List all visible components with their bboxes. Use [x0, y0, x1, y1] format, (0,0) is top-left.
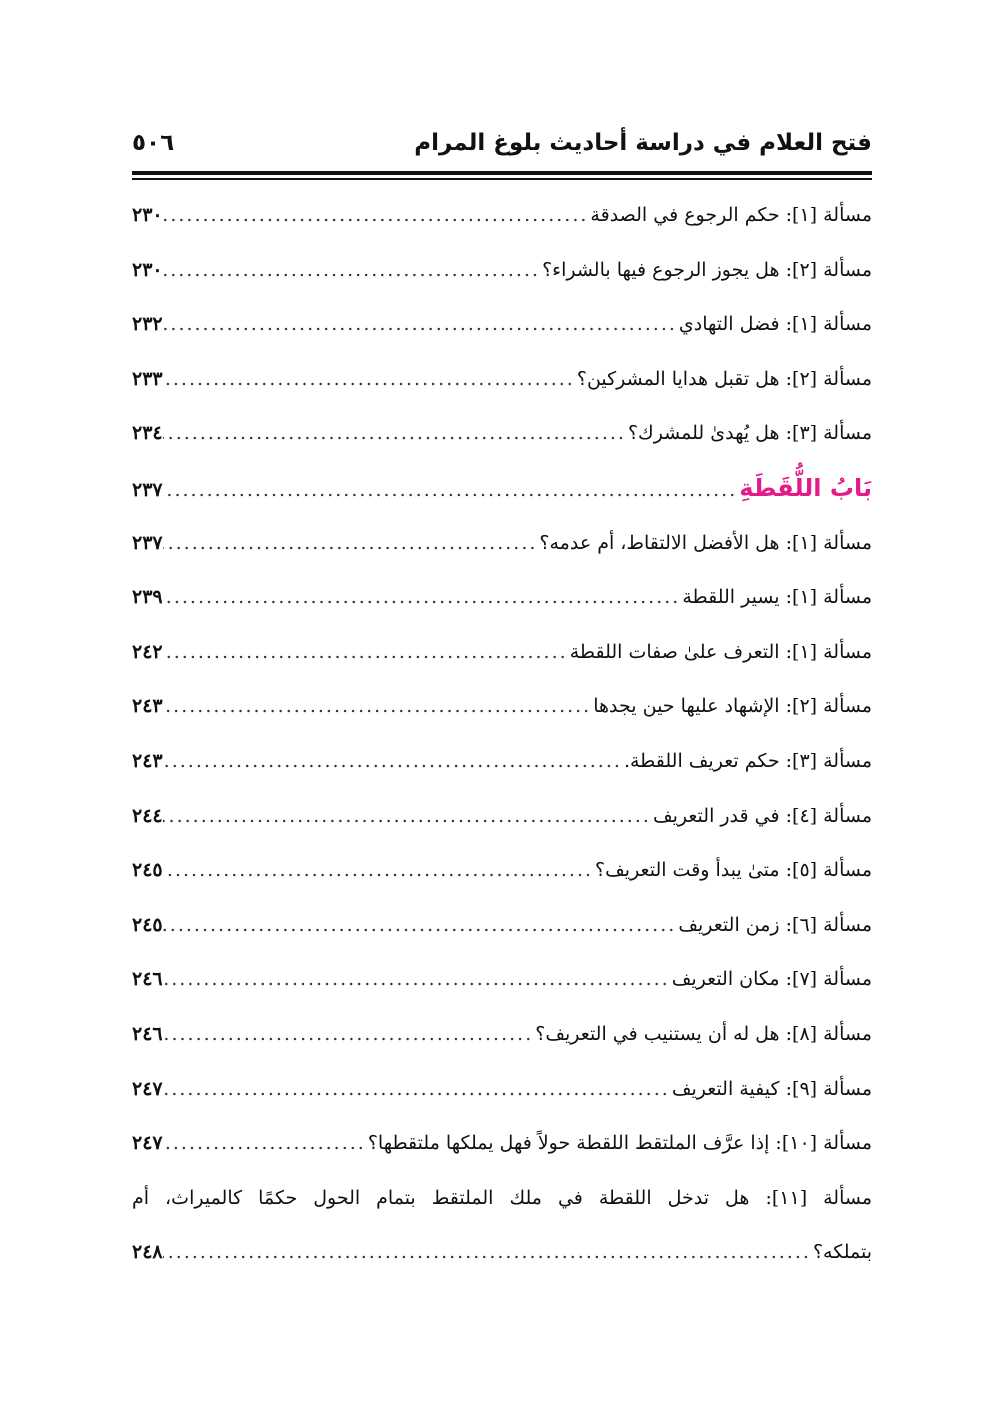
toc-entry-page: ٢٤٥: [132, 913, 163, 936]
page-header: [132, 126, 872, 166]
toc-entry-title: مسألة [٣]: هل يُهدىٰ للمشرك؟: [627, 422, 872, 445]
toc-entry-page: ٢٣٣: [132, 367, 163, 390]
chapter-title: بَابُ اللُّقَطَةِ: [739, 473, 872, 502]
leader-dots: [163, 843, 595, 898]
toc-entry-page: ٢٣٩: [132, 586, 163, 609]
toc-entry-page: ٢٤٣: [132, 695, 163, 718]
leader-dots: [163, 243, 542, 298]
toc-entry-title: مسألة [١]: يسير اللقطة: [682, 586, 872, 609]
leader-dots: [163, 570, 683, 625]
toc-entry[interactable]: [132, 734, 872, 789]
header-rule-thick: [132, 171, 872, 175]
toc-entry-page: ٢٣٢: [132, 313, 163, 336]
toc-entry-title: مسألة [٩]: كيفية التعريف: [671, 1077, 872, 1100]
book-title: فتح العلام في دراسة أحاديث بلوغ المرام: [414, 130, 872, 156]
toc-entry-title: بتملكه؟: [812, 1241, 872, 1264]
toc-entry-title: مسألة [٢]: هل يجوز الرجوع فيها بالشراء؟: [542, 258, 872, 281]
leader-dots: [163, 898, 679, 953]
leader-dots: [163, 1062, 672, 1117]
leader-dots: [163, 952, 672, 1007]
leader-dots: [163, 1116, 368, 1171]
toc-entry[interactable]: [132, 789, 872, 844]
toc-entry-page: ٢٣٠: [132, 258, 163, 281]
toc-entry[interactable]: [132, 843, 872, 898]
toc-entry-page: ٢٤٦: [132, 1022, 163, 1045]
toc-entry-page: ٢٣٤: [132, 422, 163, 445]
toc-entry[interactable]: [132, 952, 872, 1007]
toc-entry-page: ٢٤٤: [132, 804, 163, 827]
toc-entry-title: مسألة [٢]: الإشهاد عليها حين يجدها: [593, 695, 872, 718]
toc-entry[interactable]: [132, 570, 872, 625]
toc-entry[interactable]: [132, 352, 872, 407]
toc-entry-title: مسألة [١١]: هل تدخل اللقطة في ملك الملتقط بتمام الحول حكمًا كالميراث، أم: [132, 1186, 872, 1209]
toc-entry-wrapped-line[interactable]: [132, 1171, 872, 1226]
leader-dots: [163, 463, 740, 516]
toc-entry-page: ٢٣٧: [132, 531, 163, 554]
toc-entry-page: ٢٤٢: [132, 640, 163, 663]
toc-entry[interactable]: [132, 898, 872, 953]
toc-entry-title: مسألة [١]: التعرف علىٰ صفات اللقطة: [569, 640, 872, 663]
header-rule-thin: [132, 178, 872, 180]
toc-entry[interactable]: [132, 188, 872, 243]
toc-entry-title: مسألة [٨]: هل له أن يستنيب في التعريف؟: [535, 1022, 872, 1045]
toc-entry-title: مسألة [٣]: حكم تعريف اللقطة.: [623, 749, 872, 772]
toc-entry[interactable]: [132, 297, 872, 352]
leader-dots: [163, 734, 624, 789]
leader-dots: [163, 406, 628, 461]
leader-dots: [163, 188, 591, 243]
toc-entry[interactable]: [132, 625, 872, 680]
toc-entry-title: مسألة [٤]: في قدر التعريف: [652, 804, 872, 827]
toc-chapter-heading[interactable]: [132, 461, 872, 516]
toc-entry-page: ٢٤٧: [132, 1077, 163, 1100]
toc-entry[interactable]: [132, 679, 872, 734]
toc-entry-title: مسألة [١]: هل الأفضل الالتقاط، أم عدمه؟: [539, 531, 872, 554]
toc-entry-title: مسألة [٧]: مكان التعريف: [671, 968, 872, 991]
toc-entry[interactable]: [132, 1116, 872, 1171]
toc-entry-title: مسألة [١]: حكم الرجوع في الصدقة: [590, 204, 872, 226]
leader-dots: [163, 297, 679, 352]
toc-entry-title: مسألة [١٠]: إذا عرَّف الملتقط اللقطة حولاً فهل يملكها ملتقطها؟: [367, 1132, 872, 1155]
leader-dots: [163, 352, 577, 407]
toc-entry[interactable]: [132, 1007, 872, 1062]
toc-entry-page: ٢٣٧: [132, 478, 163, 501]
toc-entry[interactable]: [132, 243, 872, 298]
toc-entry-title: مسألة [٥]: متىٰ يبدأ وقت التعريف؟: [595, 859, 872, 882]
leader-dots: [163, 625, 570, 680]
toc-entry-title: مسألة [١]: فضل التهادي: [678, 313, 872, 336]
toc-entry-continuation[interactable]: [132, 1225, 872, 1280]
toc-entry-page: ٢٤٨: [132, 1241, 163, 1264]
page-number: ٥٠٦: [132, 130, 175, 156]
toc-entry-title: مسألة [٢]: هل تقبل هدايا المشركين؟: [576, 367, 872, 390]
leader-dots: [163, 1225, 813, 1280]
toc-entry-page: ٢٤٧: [132, 1132, 163, 1155]
toc-entry[interactable]: [132, 1062, 872, 1117]
leader-dots: [163, 679, 594, 734]
leader-dots: [163, 516, 540, 571]
toc-entry[interactable]: [132, 406, 872, 461]
toc-entry[interactable]: [132, 516, 872, 571]
toc-entry-page: ٢٤٣: [132, 749, 163, 772]
table-of-contents: [132, 188, 872, 1280]
toc-entry-page: ٢٣٠: [132, 204, 163, 226]
toc-entry-title: مسألة [٦]: زمن التعريف: [678, 913, 872, 936]
leader-dots: [163, 789, 653, 844]
toc-entry-page: ٢٤٦: [132, 968, 163, 991]
toc-entry-page: ٢٤٥: [132, 859, 163, 882]
leader-dots: [163, 1007, 536, 1062]
